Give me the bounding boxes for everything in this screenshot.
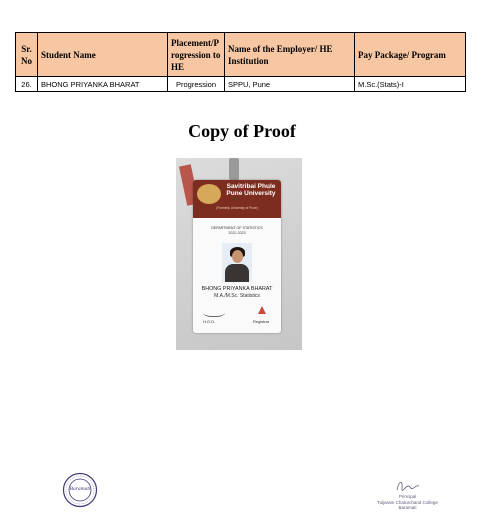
- principal-place: Baramati: [398, 505, 417, 510]
- card-university-subtitle: (Formerly University of Pune): [216, 206, 258, 210]
- table-header-row: [16, 33, 466, 77]
- stamp-label: Baramati: [69, 486, 91, 492]
- hod-signature: [203, 306, 225, 317]
- cell-student-name: BHONG PRIYANKA BHARAT: [38, 77, 168, 92]
- principal-signature: [395, 478, 421, 494]
- registrar-emblem-icon: [258, 306, 266, 314]
- cell-employer: SPPU, Pune: [225, 77, 355, 92]
- principal-college: Tuljaram Chaturchand College: [377, 499, 438, 505]
- cell-placement: Progression: [168, 77, 225, 92]
- cell-pay-package: M.Sc.(Stats)-I: [355, 77, 466, 92]
- card-year: 2022-2023: [228, 231, 246, 235]
- card-course: M.A./M.Sc. Statistics: [214, 293, 260, 299]
- proof-title: Copy of Proof: [188, 121, 296, 141]
- card-registrar-label: Registrar: [253, 319, 270, 324]
- header-student-name: Student Name: [38, 33, 168, 77]
- header-employer-institution: Name of the Employer/ HE Institution: [225, 33, 355, 77]
- card-clip: [229, 158, 239, 180]
- card-hod-label: H.O.D.: [203, 319, 216, 324]
- university-logo-icon: [197, 184, 221, 204]
- principal-title: Principal: [398, 494, 417, 499]
- student-portrait: [222, 243, 252, 282]
- header-pay-package: Pay Package/ Program: [355, 33, 466, 77]
- header-sr-no: Sr. No: [16, 33, 38, 77]
- card-student-name: BHONG PRIYANKA BHARAT: [201, 286, 273, 292]
- principal-block: [370, 494, 445, 511]
- card-department: DEPARTMENT OF STATISTICS: [211, 226, 263, 230]
- card-university-name: Savitribai Phule Pune University: [226, 183, 276, 197]
- student-id-card: [193, 180, 281, 333]
- header-placement-progression: Placement/P rogression to HE: [168, 33, 225, 77]
- placement-table: [15, 32, 466, 92]
- cell-sr-no: 26.: [16, 77, 38, 92]
- table-row: [16, 77, 466, 92]
